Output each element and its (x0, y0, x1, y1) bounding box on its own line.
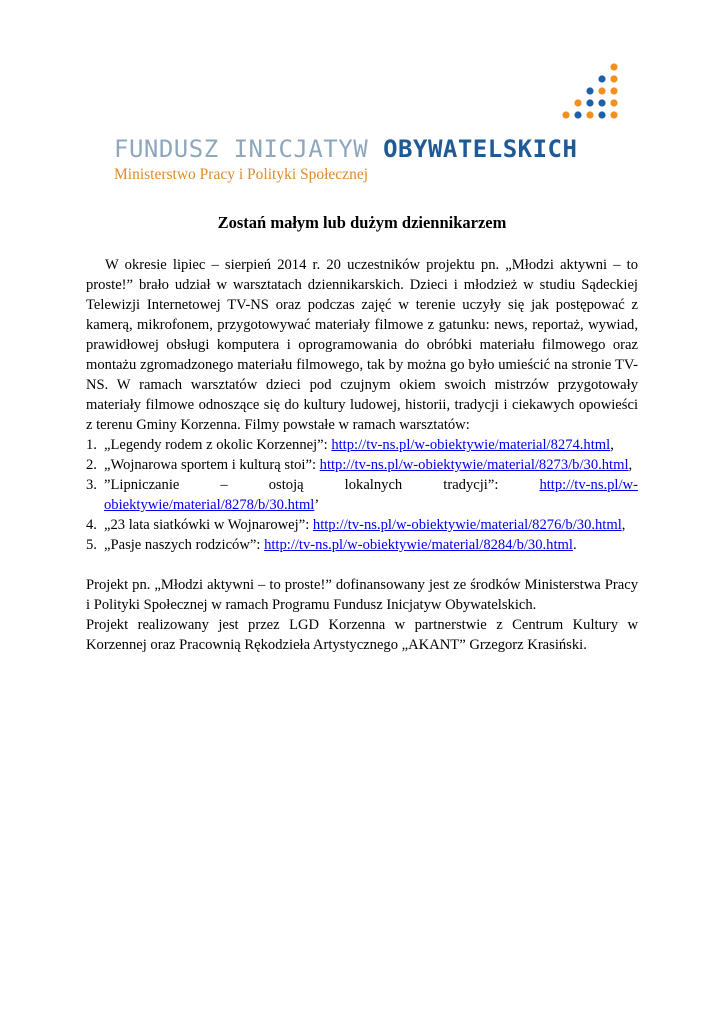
film-title-word: – (220, 477, 228, 493)
film-link[interactable]: http://tv-ns.pl/w-obiektywie/material/8273/b/30.html (319, 457, 629, 473)
list-item-number: 3. (86, 477, 97, 493)
spacer (86, 555, 638, 575)
film-title-word: lokalnych (344, 477, 403, 493)
logo-subtitle: Ministerstwo Pracy i Polityki Społecznej (114, 166, 369, 183)
list-item (86, 435, 638, 455)
logo-dot (574, 111, 581, 118)
list-item-punct: . (572, 537, 577, 553)
logo-dot (610, 87, 617, 94)
intro-paragraph: W okresie lipiec – sierpień 2014 r. 20 uczestników projektu pn. „Młodzi aktywni – to proste!” brało udział w warsztatach dziennikarskich. Dzieci i młodzież w studiu Sądeckiej Telewizji Internetowej TV-NS oraz podczas zajęć w terenie uczyły się jak postępować z kamerą, mikrofonem, przygotowywać materiały filmowe z gatunku: news, reportaż, wywiad, prawidłowej obsługi komputera i oprogramowania do obróbki materiału filmowego oraz montażu zgromadzonego materiału filmowego, tak by można go było umieścić na stronie TV-NS. W ramach warsztatów dzieci pod czujnym okiem swoich mistrzów przygotowały materiały filmowe odnoszące się do kultury ludowej, historii, tradycji i ciekawych opowieści z terenu Gminy Korzenna. Filmy powstałe w ramach warsztatów: (86, 257, 638, 433)
article-body (86, 255, 638, 655)
logo-dot (598, 99, 605, 106)
list-item-punct: ’ (314, 497, 320, 513)
logo-dot (610, 75, 617, 82)
film-link[interactable]: http://tv-ns.pl/w-obiektywie/material/8276/b/30.html (312, 517, 622, 533)
film-title-word: tradycji”: (443, 477, 499, 493)
film-link-part1[interactable]: http://tv-ns.pl/w- (539, 477, 638, 493)
list-item-number: 4. (86, 517, 97, 533)
film-title-line (104, 475, 638, 495)
film-title: „23 lata siatkówki w Wojnarowej”: (104, 517, 313, 533)
logo-word-obywatelskich: OBYWATELSKICH (383, 135, 578, 163)
logo-word-fundusz-inicjatyw: FUNDUSZ INICJATYW (114, 135, 369, 163)
list-item-punct: , (621, 517, 626, 533)
logo-dot (598, 111, 605, 118)
logo-dot (586, 111, 593, 118)
film-link[interactable]: http://tv-ns.pl/w-obiektywie/material/8284/b/30.html (264, 537, 573, 553)
logo-dot (598, 87, 605, 94)
funding-paragraph: Projekt pn. „Młodzi aktywni – to proste!” dofinansowany jest ze środków Ministerstwa Pracy i Polityki Społecznej w ramach Programu Fundusz Inicjatyw Obywatelskich. (86, 577, 638, 613)
partners-paragraph: Projekt realizowany jest przez LGD Korzenna w partnerstwie z Centrum Kultury w Korzennej oraz Pracownią Rękodzieła Artystycznego „AKANT” Grzegorz Krasiński. (86, 617, 638, 653)
logo-dot (586, 87, 593, 94)
film-title: „Legendy rodem z okolic Korzennej”: (104, 437, 332, 453)
logo-dot (586, 99, 593, 106)
film-title-word: ostoją (268, 477, 304, 493)
logo-dot (574, 99, 581, 106)
list-item-number: 5. (86, 537, 97, 553)
list-item-number: 2. (86, 457, 97, 473)
logo-dot (610, 111, 617, 118)
article-title: Zostań małym lub dużym dziennikarzem (217, 213, 507, 232)
film-title: „Pasje naszych rodziców”: (104, 537, 265, 553)
film-title-word: ”Lipniczanie (104, 477, 180, 493)
fio-logo (100, 55, 620, 185)
film-link[interactable]: http://tv-ns.pl/w-obiektywie/material/8274.html (331, 437, 611, 453)
list-item (86, 515, 638, 535)
logo-dot (562, 111, 569, 118)
list-item (86, 455, 638, 475)
logo-wordmark (114, 135, 577, 163)
film-link-line (104, 495, 638, 515)
logo-dot (598, 75, 605, 82)
list-item (86, 535, 638, 555)
film-title: „Wojnarowa sportem i kulturą stoi”: (104, 457, 320, 473)
list-item-punct: , (628, 457, 633, 473)
film-link-part2[interactable]: obiektywie/material/8278/b/30.html (104, 497, 315, 513)
list-item-number: 1. (86, 437, 97, 453)
logo-dot (610, 63, 617, 70)
logo-dot (610, 99, 617, 106)
list-item (86, 475, 638, 515)
list-item-punct: , (610, 437, 614, 453)
logo-dots-graphic (560, 61, 620, 127)
films-list (86, 435, 638, 555)
